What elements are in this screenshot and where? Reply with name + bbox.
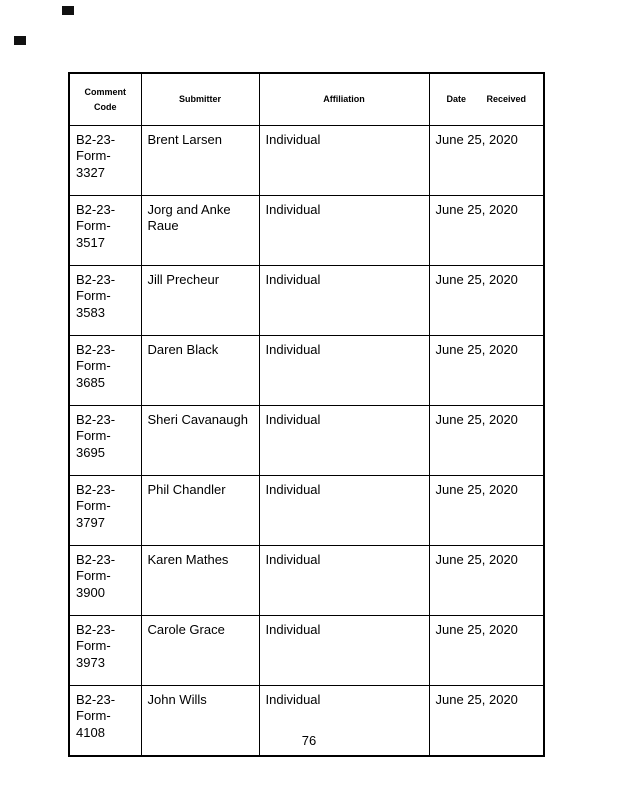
comment-code-cell: B2-23-Form-3327: [69, 126, 141, 196]
affiliation-cell: Individual: [259, 336, 429, 406]
table-row: [69, 196, 544, 266]
table-row: [69, 616, 544, 686]
table-row: [69, 546, 544, 616]
affiliation-cell: Individual: [259, 476, 429, 546]
submitter-cell: Phil Chandler: [141, 476, 259, 546]
table-row: [69, 336, 544, 406]
comment-code-cell: B2-23-Form-3797: [69, 476, 141, 546]
date-received-cell: June 25, 2020: [429, 686, 544, 757]
date-received-cell: June 25, 2020: [429, 546, 544, 616]
comment-code-cell: B2-23-Form-3900: [69, 546, 141, 616]
comment-code-cell: B2-23-Form-3973: [69, 616, 141, 686]
affiliation-cell: Individual: [259, 126, 429, 196]
affiliation-cell: Individual: [259, 196, 429, 266]
col-header-comment-code: Comment Code: [69, 73, 141, 126]
table-row: [69, 126, 544, 196]
table-row: [69, 266, 544, 336]
affiliation-cell: Individual: [259, 686, 429, 757]
submitter-cell: Jill Precheur: [141, 266, 259, 336]
table-header-row: [69, 73, 544, 126]
submitter-cell: Carole Grace: [141, 616, 259, 686]
ink-smudge-mark: [14, 36, 26, 45]
affiliation-cell: Individual: [259, 266, 429, 336]
comment-code-cell: B2-23-Form-3517: [69, 196, 141, 266]
date-received-cell: June 25, 2020: [429, 476, 544, 546]
affiliation-cell: Individual: [259, 616, 429, 686]
col-header-submitter: Submitter: [141, 73, 259, 126]
date-received-cell: June 25, 2020: [429, 616, 544, 686]
submitter-cell: Sheri Cavanaugh: [141, 406, 259, 476]
ink-smudge-mark: [62, 6, 74, 15]
comment-code-cell: B2-23-Form-3695: [69, 406, 141, 476]
comment-code-cell: B2-23-Form-3583: [69, 266, 141, 336]
page-number: 76: [301, 733, 317, 748]
date-received-cell: June 25, 2020: [429, 266, 544, 336]
comments-table: [68, 72, 545, 757]
comment-code-cell: B2-23-Form-3685: [69, 336, 141, 406]
date-received-cell: June 25, 2020: [429, 126, 544, 196]
table-row: [69, 406, 544, 476]
date-received-cell: June 25, 2020: [429, 196, 544, 266]
col-header-date-received: Date Received: [429, 73, 544, 126]
comment-code-cell: B2-23-Form-4108: [69, 686, 141, 757]
submitter-cell: Jorg and Anke Raue: [141, 196, 259, 266]
date-received-cell: June 25, 2020: [429, 406, 544, 476]
date-received-cell: June 25, 2020: [429, 336, 544, 406]
col-header-affiliation: Affiliation: [259, 73, 429, 126]
submitter-cell: Karen Mathes: [141, 546, 259, 616]
table-row: [69, 476, 544, 546]
affiliation-cell: Individual: [259, 546, 429, 616]
affiliation-cell: Individual: [259, 406, 429, 476]
submitter-cell: John Wills: [141, 686, 259, 757]
submitter-cell: Daren Black: [141, 336, 259, 406]
submitter-cell: Brent Larsen: [141, 126, 259, 196]
